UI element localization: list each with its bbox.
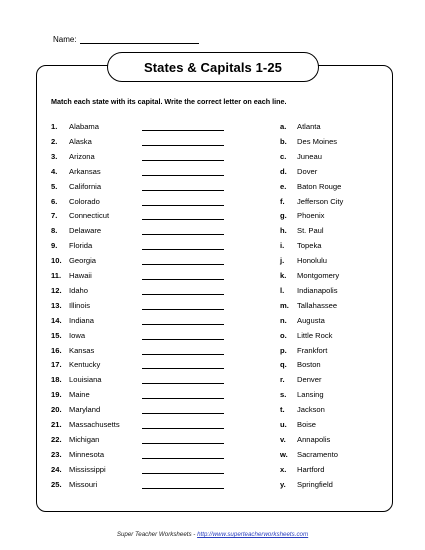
capital-letter: t. (280, 405, 285, 415)
capital-name: Juneau (297, 151, 322, 161)
state-name: Kansas (69, 345, 95, 355)
answer-line[interactable] (142, 234, 224, 235)
state-number: 1. (51, 122, 58, 131)
matching-row (0, 449, 425, 461)
state-number: 2. (51, 136, 58, 146)
capital-letter: n. (280, 315, 287, 325)
capital-name: Sacramento (297, 449, 338, 459)
answer-line[interactable] (142, 354, 224, 355)
matching-row (0, 434, 425, 446)
matching-row (0, 330, 425, 342)
answer-line[interactable] (142, 368, 224, 369)
capital-letter: r. (280, 375, 285, 385)
matching-row (0, 419, 425, 431)
capital-name: Dover (297, 166, 318, 176)
state-number: 24. (51, 464, 62, 474)
matching-row (0, 464, 425, 476)
capital-letter: q. (280, 360, 287, 370)
matching-row (0, 479, 425, 491)
capital-name: Phoenix (297, 211, 325, 221)
state-name: Delaware (69, 226, 102, 236)
capital-letter: k. (280, 271, 287, 280)
state-name: Hawaii (69, 271, 92, 280)
state-number: 6. (51, 196, 58, 206)
instructions: Match each state with its capital. Write the correct letter on each line. (51, 97, 287, 106)
state-name: Maryland (69, 405, 101, 415)
answer-line[interactable] (142, 473, 224, 474)
matching-row (0, 404, 425, 416)
state-name: Mississippi (69, 464, 106, 474)
capital-name: St. Paul (297, 226, 324, 236)
state-number: 17. (51, 360, 62, 370)
state-number: 12. (51, 285, 62, 295)
state-name: Louisiana (69, 375, 102, 385)
capital-letter: p. (280, 345, 287, 355)
answer-line[interactable] (142, 383, 224, 384)
capital-letter: c. (280, 151, 287, 161)
capital-name: Baton Rouge (297, 181, 342, 191)
answer-line[interactable] (142, 145, 224, 146)
answer-line[interactable] (142, 488, 224, 489)
footer-link[interactable]: http://www.superteacherworksheets.com (197, 531, 309, 538)
state-name: Idaho (69, 285, 89, 295)
state-name: Arizona (69, 151, 95, 161)
capital-letter: l. (280, 285, 285, 295)
matching-row (0, 136, 425, 148)
name-line[interactable] (80, 43, 199, 44)
capital-letter: a. (280, 122, 287, 131)
state-number: 16. (51, 345, 62, 355)
matching-row (0, 359, 425, 371)
capital-letter: w. (280, 449, 288, 459)
capital-letter: b. (280, 136, 287, 146)
capital-letter: s. (280, 390, 287, 400)
answer-line[interactable] (142, 324, 224, 325)
name-label: Name: (53, 35, 77, 44)
capital-letter: g. (280, 211, 287, 221)
capital-name: Des Moines (297, 136, 338, 146)
capital-letter: y. (280, 479, 286, 489)
state-name: Alaska (69, 136, 92, 146)
answer-line[interactable] (142, 443, 224, 444)
state-number: 3. (51, 151, 58, 161)
capital-name: Atlanta (297, 122, 321, 131)
state-number: 19. (51, 390, 62, 400)
answer-line[interactable] (142, 264, 224, 265)
state-name: Alabama (69, 122, 99, 131)
answer-line[interactable] (142, 205, 224, 206)
state-number: 8. (51, 226, 58, 236)
state-name: Illinois (69, 300, 91, 310)
answer-line[interactable] (142, 130, 224, 131)
matching-row (0, 225, 425, 237)
state-number: 22. (51, 434, 62, 444)
state-number: 5. (51, 181, 58, 191)
capital-name: Little Rock (297, 330, 333, 340)
capital-letter: x. (280, 464, 287, 474)
answer-line[interactable] (142, 339, 224, 340)
matching-row (0, 210, 425, 222)
capital-name: Denver (297, 375, 322, 385)
state-number: 18. (51, 375, 62, 385)
matching-row (0, 166, 425, 178)
capital-name: Hartford (297, 464, 325, 474)
capital-name: Lansing (297, 390, 324, 400)
capital-letter: j. (280, 256, 285, 266)
state-name: Arkansas (69, 166, 101, 176)
state-name: Michigan (69, 434, 100, 444)
state-name: Connecticut (69, 211, 110, 221)
title-text: States & Capitals 1-25 (143, 59, 283, 75)
answer-line[interactable] (142, 458, 224, 459)
capital-name: Montgomery (297, 271, 340, 280)
answer-line[interactable] (142, 160, 224, 161)
state-name: Colorado (69, 196, 100, 206)
state-number: 23. (51, 449, 62, 459)
capital-letter: f. (280, 196, 285, 206)
capital-letter: v. (280, 434, 286, 444)
state-number: 9. (51, 241, 58, 251)
state-name: Kentucky (69, 360, 101, 370)
matching-row (0, 374, 425, 386)
answer-line[interactable] (142, 175, 224, 176)
capital-name: Springfield (297, 479, 333, 489)
state-name: Iowa (69, 330, 86, 340)
state-number: 15. (51, 330, 62, 340)
answer-line[interactable] (142, 413, 224, 414)
capital-letter: d. (280, 166, 287, 176)
matching-row (0, 121, 425, 133)
state-name: Minnesota (69, 449, 105, 459)
answer-line[interactable] (142, 294, 224, 295)
matching-row (0, 285, 425, 297)
matching-row (0, 151, 425, 163)
capital-letter: u. (280, 420, 287, 429)
state-number: 7. (51, 211, 58, 221)
state-name: California (69, 181, 102, 191)
state-number: 11. (51, 271, 62, 280)
state-number: 10. (51, 256, 62, 266)
answer-line[interactable] (142, 219, 224, 220)
matching-row (0, 181, 425, 193)
state-number: 4. (51, 166, 58, 176)
state-number: 21. (51, 420, 62, 429)
capital-name: Jefferson City (297, 196, 344, 206)
capital-name: Honolulu (297, 256, 327, 266)
matching-row (0, 196, 425, 208)
state-name: Florida (69, 241, 93, 251)
capital-name: Augusta (297, 315, 325, 325)
capital-name: Boston (297, 360, 321, 370)
matching-row (0, 389, 425, 401)
capital-name: Annapolis (297, 434, 331, 444)
state-number: 25. (51, 479, 62, 489)
answer-line[interactable] (142, 279, 224, 280)
footer (0, 531, 425, 538)
capital-letter: i. (280, 241, 285, 251)
capital-letter: e. (280, 181, 287, 191)
capital-letter: m. (280, 300, 289, 310)
matching-row (0, 315, 425, 327)
state-name: Massachusetts (69, 420, 120, 429)
capital-name: Frankfort (297, 345, 328, 355)
capital-name: Boise (297, 420, 316, 429)
matching-row (0, 255, 425, 267)
state-name: Georgia (69, 256, 97, 266)
matching-row (0, 300, 425, 312)
capital-name: Jackson (297, 405, 325, 415)
answer-line[interactable] (142, 249, 224, 250)
footer-separator: - (191, 531, 198, 538)
capital-letter: h. (280, 226, 287, 236)
matching-row (0, 345, 425, 357)
state-name: Missouri (69, 479, 98, 489)
capital-name: Indianapolis (297, 285, 338, 295)
state-name: Indiana (69, 315, 94, 325)
capital-name: Tallahassee (297, 300, 338, 310)
answer-line[interactable] (142, 309, 224, 310)
capital-name: Topeka (297, 241, 322, 251)
answer-line[interactable] (142, 190, 224, 191)
answer-line[interactable] (142, 398, 224, 399)
state-name: Maine (69, 390, 90, 400)
answer-line[interactable] (142, 428, 224, 429)
state-number: 13. (51, 300, 62, 310)
matching-row (0, 240, 425, 252)
matching-row (0, 270, 425, 282)
worksheet-title (107, 52, 319, 82)
capital-letter: o. (280, 330, 287, 340)
state-number: 14. (51, 315, 62, 325)
state-number: 20. (51, 405, 62, 415)
footer-brand: Super Teacher Worksheets (116, 531, 192, 538)
